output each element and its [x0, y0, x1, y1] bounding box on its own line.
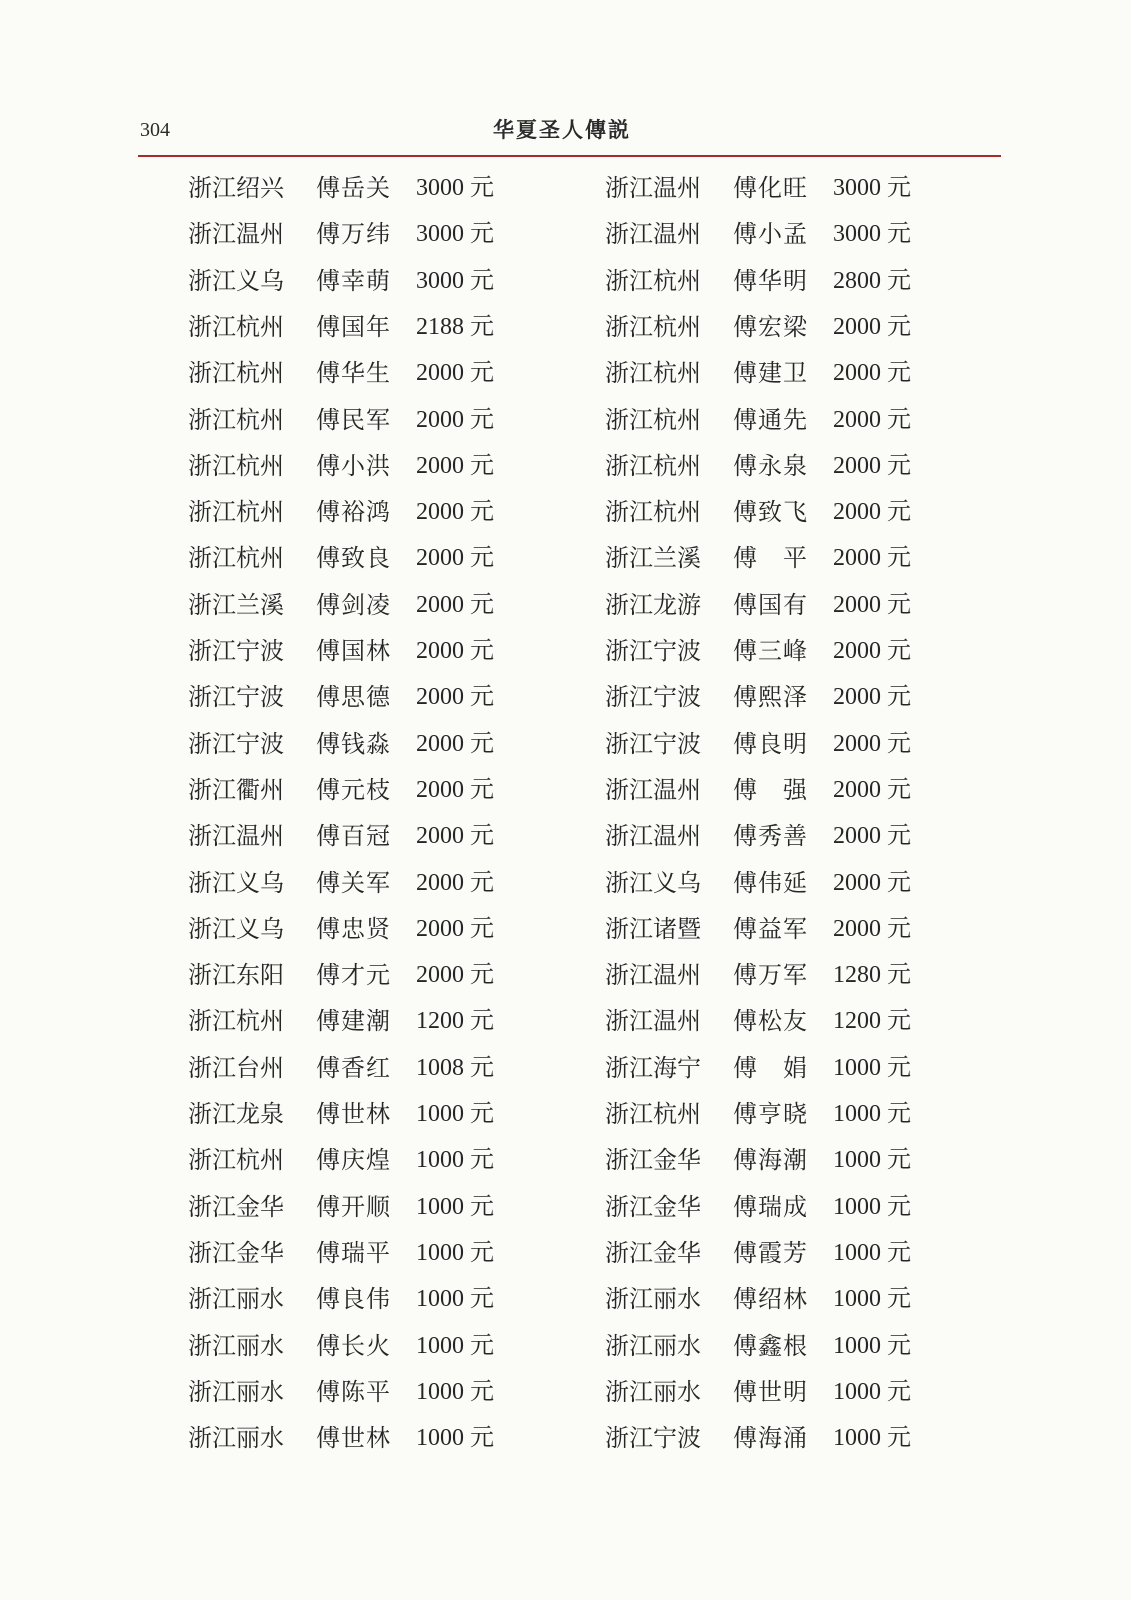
donor-place: 浙江杭州: [188, 498, 284, 527]
donor-name: 傅亨晓: [733, 1100, 808, 1128]
donor-name: 傅百冠: [316, 822, 391, 851]
donor-place: 浙江金华: [605, 1192, 701, 1221]
donor-place: 浙江杭州: [188, 1007, 284, 1036]
donor-place: 浙江宁波: [605, 637, 701, 665]
donor-name: 傅世明: [733, 1377, 808, 1406]
donor-name: 傅益军: [733, 914, 808, 943]
donor-name: 傅民军: [316, 405, 391, 434]
donor-place: 浙江丽水: [605, 1331, 701, 1360]
donor-amount: 2000 元: [833, 360, 911, 387]
donor-name: 傅三峰: [733, 637, 808, 665]
donor-name: 傅忠贤: [316, 914, 391, 943]
donor-place: 浙江龙泉: [188, 1100, 284, 1128]
donor-place: 浙江丽水: [188, 1285, 284, 1314]
donor-amount: 2000 元: [416, 360, 494, 387]
donor-place: 浙江温州: [188, 220, 284, 249]
donor-place: 浙江诸暨: [605, 914, 701, 943]
donor-name: 傅裕鸿: [316, 498, 391, 527]
donor-place: 浙江温州: [605, 174, 701, 202]
donor-amount: 3000 元: [833, 221, 911, 248]
donor-amount: 1000 元: [833, 1425, 911, 1452]
donor-name: 傅海潮: [733, 1146, 808, 1175]
donor-name: 傅国林: [316, 637, 391, 665]
donor-name: 傅小孟: [733, 220, 808, 249]
donor-amount: 2000 元: [833, 499, 911, 526]
donor-amount: 1200 元: [416, 1008, 494, 1035]
donor-amount: 2000 元: [833, 776, 911, 803]
donor-amount: 1280 元: [833, 962, 911, 989]
donor-amount: 1008 元: [416, 1054, 494, 1081]
donor-amount: 1000 元: [833, 1332, 911, 1359]
donor-amount: 1000 元: [416, 1147, 494, 1174]
donor-amount: 2000 元: [833, 406, 911, 433]
donor-name: 傅良明: [733, 729, 808, 758]
donor-name: 傅宏梁: [733, 312, 808, 341]
donor-name: 傅思德: [316, 683, 391, 712]
donor-place: 浙江温州: [188, 822, 284, 851]
donor-name: 傅小洪: [316, 451, 391, 480]
running-title: 华夏圣人傳説: [493, 118, 631, 142]
donor-name: 傅岳关: [316, 174, 391, 202]
donor-place: 浙江金华: [605, 1238, 701, 1267]
donor-place: 浙江宁波: [188, 729, 284, 758]
donor-amount: 1000 元: [416, 1332, 494, 1359]
donor-place: 浙江温州: [605, 220, 701, 249]
donor-amount: 1000 元: [416, 1101, 494, 1127]
donor-place: 浙江杭州: [188, 451, 284, 480]
donor-amount: 2000 元: [833, 730, 911, 757]
donor-amount: 1000 元: [416, 1193, 494, 1220]
donor-amount: 3000 元: [833, 175, 911, 201]
donor-name: 傅国年: [316, 312, 391, 341]
donor-place: 浙江杭州: [605, 1100, 701, 1128]
donor-amount: 2188 元: [416, 313, 494, 340]
donor-place: 浙江杭州: [188, 359, 284, 388]
donor-name: 傅海涌: [733, 1424, 808, 1453]
donor-place: 浙江宁波: [188, 637, 284, 665]
donor-amount: 2000 元: [833, 591, 911, 618]
donor-place: 浙江温州: [605, 961, 701, 990]
donor-amount: 1000 元: [416, 1378, 494, 1405]
donor-place: 浙江台州: [188, 1053, 284, 1082]
donor-name: 傅永泉: [733, 451, 808, 480]
donor-name: 傅瑞成: [733, 1192, 808, 1221]
donor-name: 傅幸萌: [316, 266, 391, 295]
donor-name: 傅香红: [316, 1053, 391, 1082]
donor-name: 傅秀善: [733, 822, 808, 851]
donor-amount: 3000 元: [416, 221, 494, 248]
donor-name: 傅陈平: [316, 1377, 391, 1406]
donor-place: 浙江丽水: [188, 1377, 284, 1406]
donor-amount: 2000 元: [833, 313, 911, 340]
donor-name: 傅庆煌: [316, 1146, 391, 1175]
donor-amount: 1000 元: [833, 1286, 911, 1313]
donor-name: 傅世林: [316, 1100, 391, 1128]
donor-place: 浙江温州: [605, 775, 701, 804]
donor-name: 傅才元: [316, 961, 391, 990]
donor-amount: 3000 元: [416, 175, 494, 201]
donor-amount: 2000 元: [833, 684, 911, 711]
donor-name: 傅万军: [733, 961, 808, 990]
donor-name: 傅万纬: [316, 220, 391, 249]
donor-name: 傅致良: [316, 544, 391, 573]
donor-place: 浙江杭州: [188, 544, 284, 573]
donor-name: 傅 平: [733, 544, 808, 573]
donor-amount: 2000 元: [833, 823, 911, 850]
donor-name: 傅致飞: [733, 498, 808, 527]
donor-place: 浙江温州: [605, 822, 701, 851]
donor-amount: 2000 元: [416, 869, 494, 896]
donor-amount: 2000 元: [416, 730, 494, 757]
donor-amount: 2000 元: [416, 499, 494, 526]
donor-place: 浙江丽水: [188, 1424, 284, 1453]
donor-name: 傅化旺: [733, 174, 808, 202]
donor-name: 傅建卫: [733, 359, 808, 388]
donor-place: 浙江龙游: [605, 590, 701, 619]
donor-place: 浙江杭州: [188, 312, 284, 341]
donor-name: 傅 强: [733, 775, 808, 804]
donor-amount: 1200 元: [833, 1008, 911, 1035]
donor-name: 傅松友: [733, 1007, 808, 1036]
donor-name: 傅长火: [316, 1331, 391, 1360]
donor-place: 浙江兰溪: [188, 590, 284, 619]
donor-place: 浙江温州: [605, 1007, 701, 1036]
donor-name: 傅关军: [316, 868, 391, 897]
donor-amount: 1000 元: [833, 1147, 911, 1174]
donor-place: 浙江兰溪: [605, 544, 701, 573]
donor-amount: 2000 元: [833, 545, 911, 572]
donor-amount: 2000 元: [416, 638, 494, 664]
donor-amount: 2000 元: [833, 638, 911, 664]
donor-name: 傅通先: [733, 405, 808, 434]
donor-name: 傅元枝: [316, 775, 391, 804]
donor-amount: 1000 元: [833, 1101, 911, 1127]
donor-name: 傅霞芳: [733, 1238, 808, 1267]
donor-place: 浙江杭州: [605, 312, 701, 341]
donor-place: 浙江义乌: [188, 868, 284, 897]
donor-amount: 1000 元: [416, 1239, 494, 1266]
donor-amount: 2000 元: [416, 545, 494, 572]
donor-name: 傅 娟: [733, 1053, 808, 1082]
donor-amount: 2000 元: [833, 869, 911, 896]
donor-amount: 1000 元: [416, 1425, 494, 1452]
donor-name: 傅绍林: [733, 1285, 808, 1314]
donor-place: 浙江金华: [605, 1146, 701, 1175]
donor-place: 浙江丽水: [605, 1285, 701, 1314]
donor-amount: 2000 元: [416, 915, 494, 942]
donor-amount: 2000 元: [833, 915, 911, 942]
donor-name: 傅华生: [316, 359, 391, 388]
donor-place: 浙江宁波: [188, 683, 284, 712]
donor-place: 浙江义乌: [188, 266, 284, 295]
donor-amount: 2000 元: [416, 962, 494, 989]
donor-name: 傅国有: [733, 590, 808, 619]
donor-amount: 2800 元: [833, 267, 911, 294]
donor-amount: 3000 元: [416, 267, 494, 294]
donor-name: 傅钱淼: [316, 729, 391, 758]
donor-place: 浙江海宁: [605, 1053, 701, 1082]
donor-place: 浙江丽水: [605, 1377, 701, 1406]
donor-amount: 2000 元: [416, 823, 494, 850]
donor-name: 傅开顺: [316, 1192, 391, 1221]
donor-place: 浙江杭州: [188, 405, 284, 434]
donor-place: 浙江金华: [188, 1192, 284, 1221]
donor-amount: 1000 元: [416, 1286, 494, 1313]
donor-place: 浙江东阳: [188, 961, 284, 990]
donor-place: 浙江杭州: [605, 405, 701, 434]
donor-amount: 2000 元: [416, 452, 494, 479]
donor-amount: 1000 元: [833, 1378, 911, 1405]
donor-place: 浙江宁波: [605, 683, 701, 712]
donor-name: 傅华明: [733, 266, 808, 295]
donor-place: 浙江丽水: [188, 1331, 284, 1360]
donor-amount: 1000 元: [833, 1193, 911, 1220]
donor-name: 傅熙泽: [733, 683, 808, 712]
donor-name: 傅鑫根: [733, 1331, 808, 1360]
donor-place: 浙江杭州: [605, 498, 701, 527]
donor-place: 浙江杭州: [188, 1146, 284, 1175]
donor-name: 傅建潮: [316, 1007, 391, 1036]
donor-name: 傅剑凌: [316, 590, 391, 619]
donor-place: 浙江金华: [188, 1238, 284, 1267]
donor-amount: 2000 元: [416, 684, 494, 711]
donor-place: 浙江绍兴: [188, 174, 284, 202]
page-number: 304: [140, 119, 170, 141]
donor-place: 浙江义乌: [605, 868, 701, 897]
donor-amount: 2000 元: [416, 406, 494, 433]
donor-place: 浙江宁波: [605, 729, 701, 758]
donor-amount: 1000 元: [833, 1054, 911, 1081]
donor-name: 傅瑞平: [316, 1238, 391, 1267]
donor-name: 傅世林: [316, 1424, 391, 1453]
donor-place: 浙江杭州: [605, 451, 701, 480]
donor-amount: 2000 元: [416, 776, 494, 803]
donor-amount: 2000 元: [416, 591, 494, 618]
donor-place: 浙江杭州: [605, 359, 701, 388]
donor-place: 浙江衢州: [188, 775, 284, 804]
donor-name: 傅良伟: [316, 1285, 391, 1314]
donor-amount: 2000 元: [833, 452, 911, 479]
donor-amount: 1000 元: [833, 1239, 911, 1266]
donor-name: 傅伟延: [733, 868, 808, 897]
donor-place: 浙江宁波: [605, 1424, 701, 1453]
donor-place: 浙江杭州: [605, 266, 701, 295]
donor-place: 浙江义乌: [188, 914, 284, 943]
